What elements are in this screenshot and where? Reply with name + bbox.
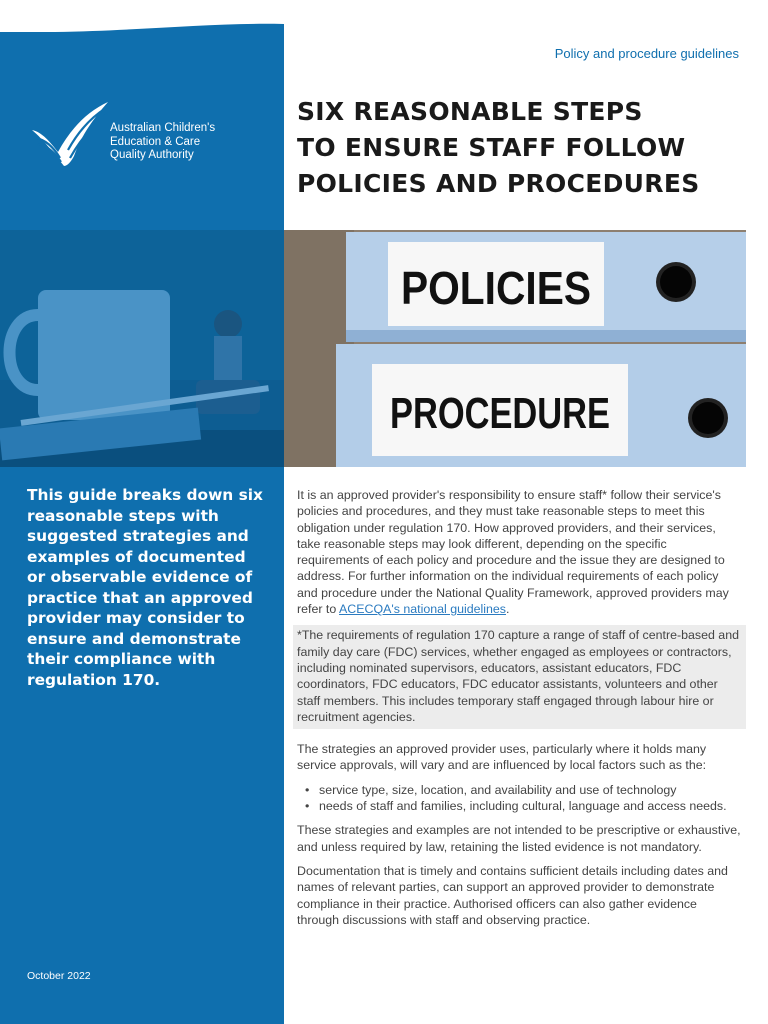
paragraph-responsibility xyxy=(297,487,742,617)
policies-label-text: POLICIES xyxy=(401,262,591,314)
acecqa-logo xyxy=(28,100,215,168)
title-line: TO ENSURE STAFF FOLLOW xyxy=(297,133,686,162)
list-item: • service type, size, location, and availability and use of technology xyxy=(297,782,742,798)
national-guidelines-link[interactable]: ACECQA's national guidelines xyxy=(339,602,506,617)
photo-desk-side xyxy=(0,230,284,467)
logo-org-name xyxy=(110,122,215,163)
paragraph-text: . xyxy=(506,602,510,617)
title-line: SIX REASONABLE STEPS xyxy=(297,97,643,126)
local-factors-list xyxy=(297,782,742,815)
paragraph-strategies: The strategies an approved provider uses, particularly where it holds many service approvals, will vary and are influenced by local factors such as the: xyxy=(297,742,707,773)
paragraph-text: It is an approved provider's responsibility to ensure staff* follow their service's policies and procedures, and they must take reasonable steps to meet this obligation under regulation 170. How approved providers, and their services, take reasonable steps may look different, depending on the specific requirements of each policy and procedure and the issue they are designed to address. For further information on the individual requirements of each policy and procedure under the National Quality Framework, approved providers may refer to xyxy=(297,488,729,617)
tick-logo-icon xyxy=(28,100,110,168)
publication-date: October 2022 xyxy=(27,970,91,982)
mug-graphic xyxy=(38,290,170,420)
logo-line: Quality Authority xyxy=(110,149,194,161)
main-body-text xyxy=(297,487,742,936)
photo-binders-side xyxy=(284,230,746,467)
paragraph-documentation: Documentation that is timely and contains sufficient details including dates and names of relevant parties, can support an approved provider to demonstrate compliance in their practice. Authorised officers can also gather evidence through discussions with staff and observing practice. xyxy=(297,863,728,927)
title-line: POLICIES AND PROCEDURES xyxy=(297,169,700,198)
hero-photo xyxy=(0,230,746,467)
page-title xyxy=(297,94,747,202)
list-item: • needs of staff and families, including cultural, language and access needs. xyxy=(297,798,742,814)
procedure-label-text: PROCEDURE xyxy=(390,389,610,438)
staff-footnote-box: *The requirements of regulation 170 capture a range of staff of centre-based and family day care (FDC) services, whether engaged as employees or contractors, including nominated supervisors, educators, assistant educators, FDC coordinators, FDC educators, FDC educator assistants, volunteers and other staff members. This includes temporary staff engaged through labour hire or recruitment agencies. xyxy=(293,625,746,729)
logo-line: Australian Children's xyxy=(110,122,216,134)
logo-line: Education & Care xyxy=(110,135,201,148)
desk-scene-graphic xyxy=(0,230,284,467)
top-wave-edge xyxy=(0,0,284,32)
sidebar-intro-text: This guide breaks down six reasonable steps with suggested strategies and examples of documented or observable evidence of practice that an approved provider may consider to ensure and demonstrate their compliance with regulation 170. xyxy=(27,486,263,689)
document-category-label: Policy and procedure guidelines xyxy=(554,46,739,61)
binders-graphic xyxy=(284,230,746,467)
paragraph-not-prescriptive: These strategies and examples are not intended to be prescriptive or exhaustive, and unless required by law, retaining the listed evidence is not mandatory. xyxy=(297,823,741,854)
